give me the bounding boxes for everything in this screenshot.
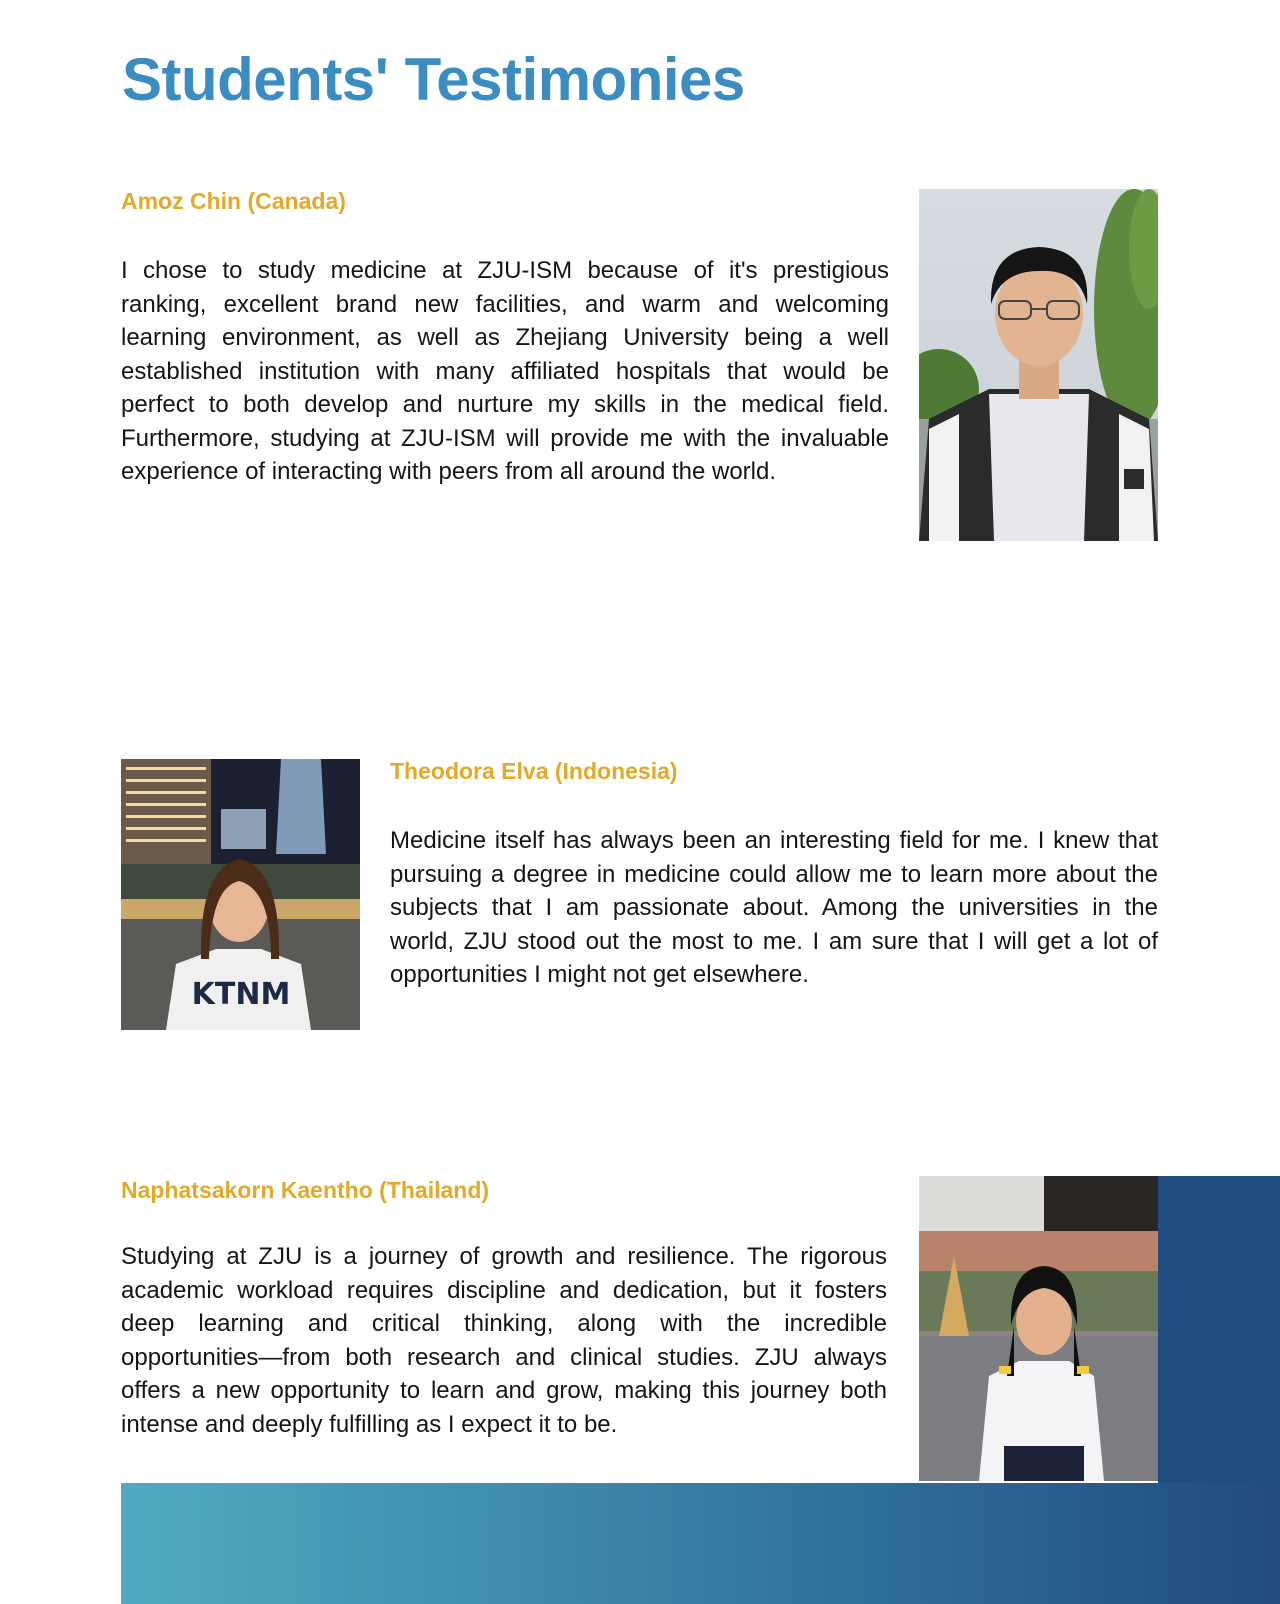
testimonial-text: I chose to study medicine at ZJU-ISM because of it's prestigious ranking, excellent brand new facilities, and warm and welcoming learning environment, as well as Zhejiang University being a well established institution with many affiliated hospitals that would be perfect to both develop and nurture my skills in the medical field. Furthermore, studying at ZJU-ISM will provide me with the invaluable experience of interacting with peers from all around the world.	[121, 257, 889, 485]
student-photo-amoz	[919, 189, 1158, 541]
testimonial-name: Theodora Elva (Indonesia)	[390, 758, 678, 784]
divider	[121, 1481, 1158, 1483]
portrait-image	[919, 189, 1158, 541]
testimonial-name: Naphatsakorn Kaentho (Thailand)	[121, 1177, 490, 1203]
shirt-text: KTNM	[191, 977, 291, 1012]
testimonial-name: Amoz Chin (Canada)	[121, 188, 346, 214]
student-photo-naphatsakorn	[919, 1176, 1158, 1481]
testimonial-text: Medicine itself has always been an interesting field for me. I knew that pursuing a degree in medicine could allow me to learn more about the subjects that I am passionate about. Among the universities in the world, ZJU stood out the most to me. I am sure that I will get a lot of opportunities I might not get elsewhere.	[390, 827, 1158, 988]
portrait-image	[919, 1176, 1158, 1481]
portrait-image	[121, 759, 360, 1030]
student-photo-theodora	[121, 759, 360, 1030]
testimonial-text: Studying at ZJU is a journey of growth and resilience. The rigorous academic workload requires discipline and dedication, but it fosters deep learning and critical thinking, along with the incredible opportunities—from both research and clinical studies. ZJU always offers a new opportunity to learn and grow, making this journey both intense and deeply fulfilling as I expect it to be.	[121, 1243, 887, 1438]
page-title: Students' Testimonies	[122, 46, 745, 113]
decorative-gradient-band	[121, 1483, 1280, 1604]
